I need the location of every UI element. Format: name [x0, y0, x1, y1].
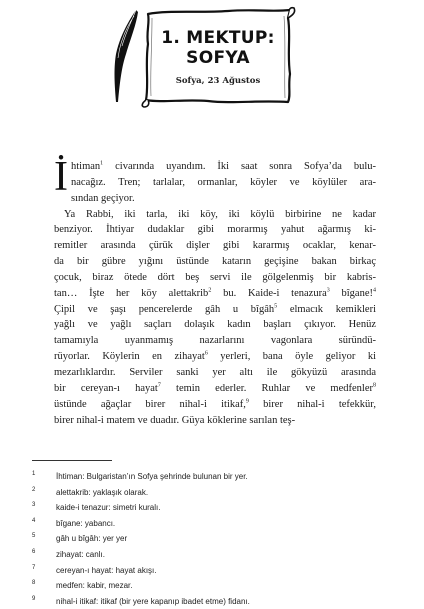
- body-line: [54, 222, 376, 238]
- body-line: [71, 191, 376, 207]
- footnote-item: [32, 547, 392, 563]
- footnote-text: zihayat: canlı.: [56, 549, 105, 559]
- body-text-run: Çipil ve şaşı pencerelerde gâh u bîgâh: [54, 303, 275, 315]
- footnote-text: gâh u bîgâh: yer yer: [56, 534, 128, 544]
- footnote-number: 2: [32, 486, 36, 493]
- body-line: [54, 413, 376, 429]
- body-text-run: bîgane!: [329, 287, 373, 299]
- quill-feather-icon: [106, 6, 146, 106]
- body-text-run: Ya Rabbi, iki tarla, iki köy, iki köylü birbirine ne kadar: [64, 208, 376, 220]
- footnote-number: 7: [32, 564, 36, 571]
- footnote-marker: 2: [208, 287, 212, 294]
- drop-cap-letter: İ: [54, 154, 68, 200]
- body-line: [71, 159, 376, 175]
- body-line: [54, 333, 376, 349]
- letter-body: [54, 154, 376, 428]
- footnote-text: bîgane: yabancı.: [56, 518, 116, 528]
- footnote-number: 3: [32, 502, 36, 509]
- footnote-marker: 3: [326, 287, 330, 294]
- footnote-item: [32, 516, 392, 532]
- footnote-text: medfen: kabir, mezar.: [56, 581, 133, 591]
- body-text-run: remitler arasında çürük dişler gibi kararmış ocaklar, kenar-: [54, 240, 376, 252]
- body-line: [54, 317, 376, 333]
- footnote-marker: 5: [274, 303, 278, 310]
- footnote-item: [32, 578, 392, 594]
- body-text-run: birer nihal-i tefekkür,: [248, 398, 376, 410]
- footnote-item: [32, 563, 392, 579]
- body-line: [54, 397, 376, 413]
- footnote-item: [32, 594, 392, 609]
- footnote-text: nihal-i itikaf: itikaf (bir yere kapanıp ibadet etme) fidanı.: [56, 596, 250, 606]
- chapter-place-date: Sofya, 23 Ağustos: [175, 76, 261, 86]
- body-text-run: birer nihal-i matem ve duadır. Güya köklerine sarılan teş-: [54, 414, 296, 426]
- footnote-text: cereyan-ı hayat: hayat akışı.: [56, 565, 157, 575]
- footnote-rule: [32, 460, 112, 461]
- body-text-run: çocuk, biraz ötede dört beş servi ile gölgelenmiş bir kabris-: [54, 271, 376, 283]
- chapter-header-parchment: [138, 4, 298, 108]
- footnote-marker: 6: [204, 350, 208, 357]
- footnote-item: [32, 531, 392, 547]
- footnotes: [32, 469, 392, 609]
- footnote-marker: 9: [245, 398, 249, 405]
- body-line: [54, 254, 376, 270]
- footnote-number: 5: [32, 533, 36, 540]
- body-text-run: nacağız. Tren; tarlalar, ormanlar, köyler ve köylüler ara-: [71, 176, 376, 188]
- body-line: [71, 175, 376, 191]
- body-text-run: elmacık kemikleri: [277, 303, 376, 315]
- footnote-item: [32, 469, 392, 485]
- footnote-marker: 4: [373, 287, 376, 294]
- footnote-item: [32, 485, 392, 501]
- chapter-title-line1: 1. MEKTUP:: [161, 28, 275, 48]
- body-text-run: rüyorlar. Köylerin en zihayat: [54, 351, 205, 363]
- body-text-run: da bir gübre yığını üstünde katarın geçişine bakan birkaç: [54, 256, 376, 268]
- footnote-marker: 1: [100, 160, 104, 167]
- body-line: [54, 286, 376, 302]
- chapter-title: [138, 28, 298, 68]
- footnote-item: [32, 500, 392, 516]
- body-text-run: mezarlıklardır. Serviler sanki yer altı ile gökyüzü arasında: [54, 366, 376, 378]
- body-line: [54, 349, 376, 365]
- body-text-run: bu. Kaide-i tenazura: [211, 287, 327, 299]
- body-line: [54, 381, 376, 397]
- body-text-run: civarında uyandım. İki saat sonra Sofya’da bulu-: [103, 161, 376, 172]
- body-text-run: htiman: [71, 161, 101, 172]
- footnote-number: 6: [32, 548, 36, 555]
- body-text-run: yağlı ve yağlı saçları dolaşık kadın başları çıkıyor. Henüz: [54, 319, 376, 331]
- body-text-run: sından geçiyor.: [71, 192, 135, 204]
- body-text-run: tamamıyla uyanmamış nazarlarını vagonlara süründü-: [54, 335, 376, 347]
- footnote-number: 8: [32, 580, 36, 587]
- body-text-run: tan… İşte her köy alettakrib: [54, 287, 209, 299]
- footnote-marker: 8: [373, 382, 376, 389]
- chapter-title-line2: SOFYA: [186, 48, 250, 68]
- body-text-run: yerleri, bana öyle geliyor ki: [207, 351, 376, 363]
- body-line: [54, 238, 376, 254]
- body-line: [54, 365, 376, 381]
- footnote-text: İhtiman: Bulgaristan’ın Sofya şehrinde bulunan bir yer.: [56, 472, 248, 481]
- body-text-run: üstünde ağaçlar birer nihal-i itikaf,: [54, 398, 246, 410]
- footnote-marker: 7: [157, 382, 161, 389]
- footnote-number: 4: [32, 517, 36, 524]
- footnote-text: alettakrib: yaklaşık olarak.: [56, 487, 149, 497]
- body-line: [54, 207, 376, 223]
- footnote-number: 1: [32, 471, 36, 477]
- body-text-run: bir cereyan-ı hayat: [54, 382, 158, 394]
- body-text-run: temin ederler. Ruhlar ve medfenler: [160, 382, 373, 394]
- body-line: [54, 270, 376, 286]
- footnote-number: 9: [32, 595, 36, 602]
- body-text-run: benziyor. İhtiyar dudaklar gibi morarmış yahut ağarmış ki-: [54, 224, 376, 236]
- footnote-text: kaide-i tenazur: simetri kuralı.: [56, 503, 161, 513]
- body-line: [54, 302, 376, 318]
